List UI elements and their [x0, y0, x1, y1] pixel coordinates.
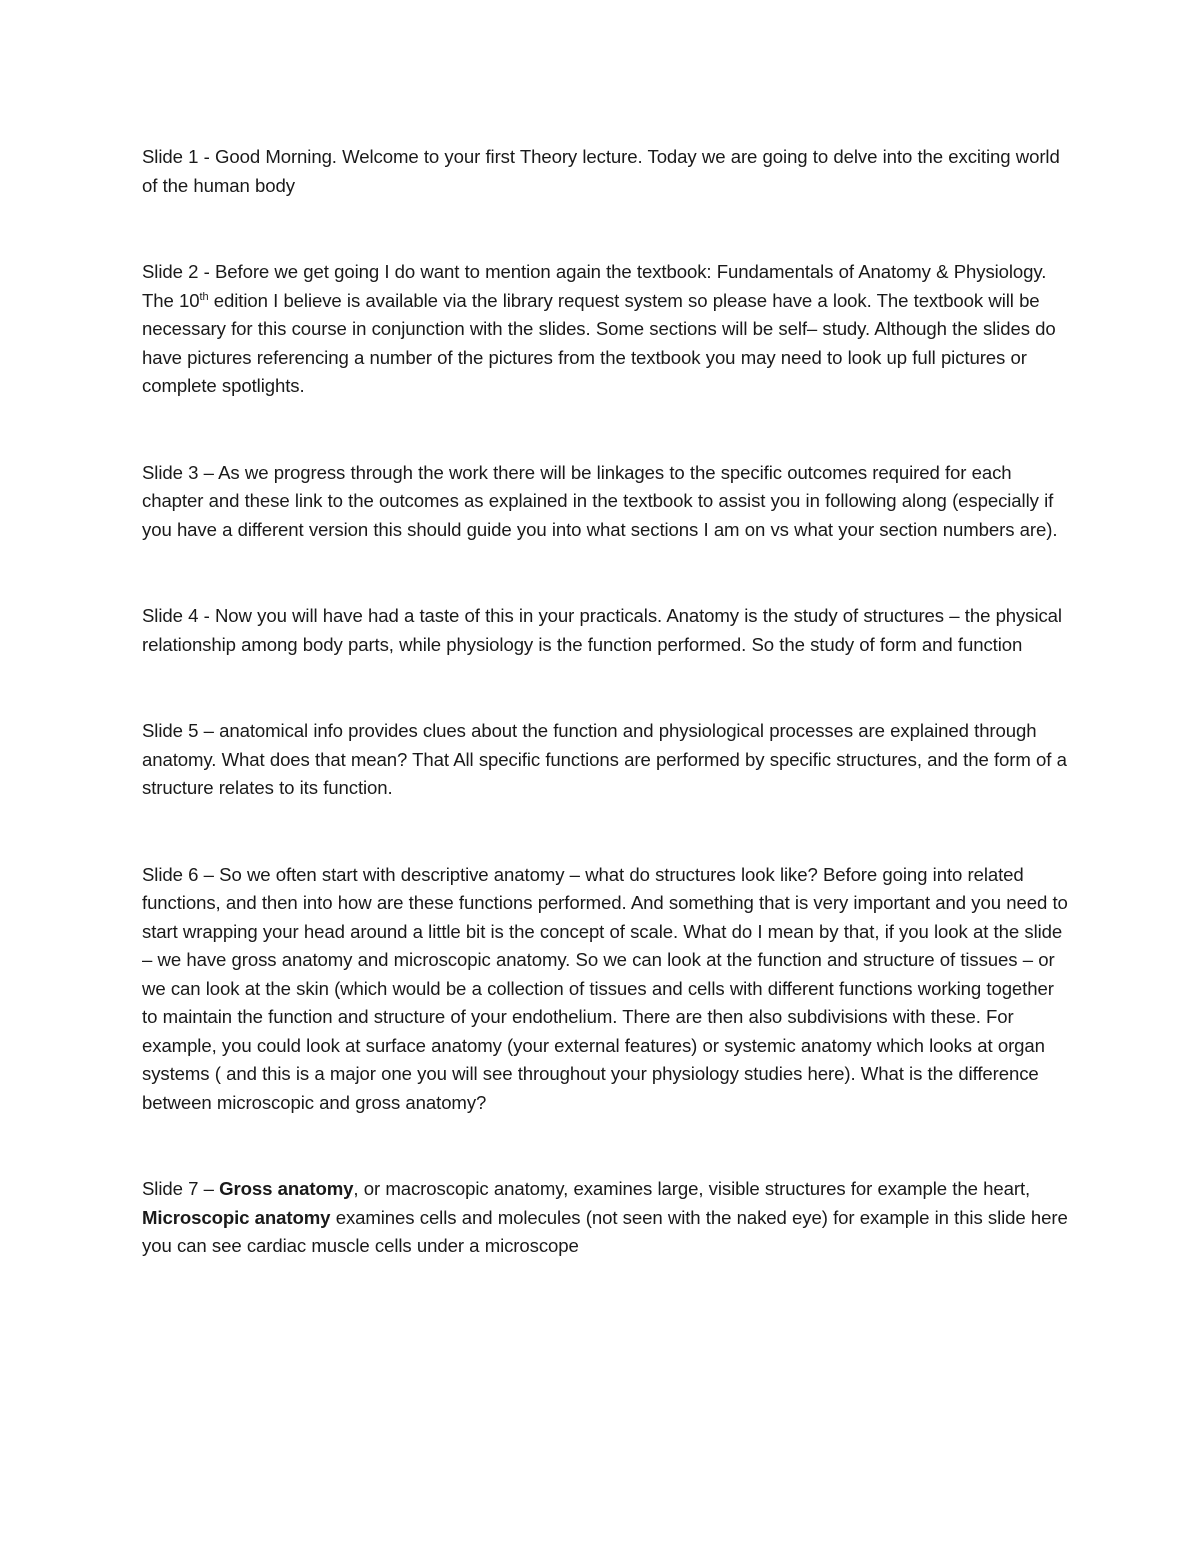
slide-4-paragraph [142, 602, 1072, 659]
document-body [142, 143, 1072, 1261]
slide-6-label: Slide 6 – [142, 863, 220, 885]
slide-6-paragraph [142, 861, 1072, 1118]
slide-2-label: Slide 2 - [142, 261, 215, 282]
slide-5-paragraph [142, 717, 1072, 803]
slide-2-text-b: edition I believe is available via the library request system so please have a look. The textbook will be necessary for this course in conjunction with the slides. Some sections will be self– study. Although the slides do have pictures referencing a number of the pictures from the textbook you may need to look up full pictures or complete spotlights. [142, 289, 1056, 396]
slide-4-label: Slide 4 - [142, 605, 215, 626]
slide-2-text-a: Before we get going I do want to mention again the textbook: Fundamentals of Anatomy & Physiology. The 10 [142, 261, 1047, 311]
slide-7-label: Slide 7 – [142, 1178, 220, 1199]
slide-4-text: Now you will have had a taste of this in your practicals. Anatomy is the study of structures – the physical relationship among body parts, while physiology is the function performed. So the study of form and function [142, 605, 1062, 655]
slide-2-paragraph [142, 258, 1072, 401]
slide-1-paragraph [142, 143, 1072, 200]
slide-1-label: Slide 1 - [142, 146, 215, 167]
slide-1-text: Good Morning. Welcome to your first Theory lecture. Today we are going to delve into the exciting world of the human body [142, 146, 1060, 196]
slide-7-paragraph [142, 1175, 1072, 1261]
slide-7-bold-term-gross: Gross anatomy [219, 1178, 354, 1199]
slide-3-paragraph [142, 459, 1072, 545]
slide-3-text: As we progress through the work there will be linkages to the specific outcomes required for each chapter and these link to the outcomes as explained in the textbook to assist you in following along (especially if you have a different version this should guide you into what sections I am on vs what your section numbers are). [142, 461, 1058, 540]
slide-5-label: Slide 5 – [142, 720, 220, 741]
slide-3-label: Slide 3 – [142, 461, 219, 483]
slide-7-text-a: , or macroscopic anatomy, examines large, visible structures for example the heart, [353, 1178, 1031, 1199]
slide-6-text: So we often start with descriptive anatomy – what do structures look like? Before going into related functions, and then into how are these functions performed. And something that is very important and you need to start wrapping your head around a little bit is the concept of scale. What do I mean by that, if you look at the slide – we have gross anatomy and microscopic anatomy. So we can look at the function and structure of tissues – or we can look at the skin (which would be a collection of tissues and cells with different functions working together to maintain the function and structure of your endothelium. There are then also subdivisions with these. For example, you could look at surface anatomy (your external features) or systemic anatomy which looks at organ systems ( and this is a major one you will see throughout your physiology studies here). What is the difference between microscopic and gross anatomy? [142, 863, 1068, 1113]
slide-7-text-b: examines cells and molecules (not seen with the naked eye) for example in this slide here you can see cardiac muscle cells under a microscope [142, 1206, 1068, 1256]
slide-5-text: anatomical info provides clues about the function and physiological processes are explained through anatomy. What does that mean? That All specific functions are performed by specific structures, and the form of a structure relates to its function. [142, 720, 1067, 798]
slide-2-superscript: th [199, 290, 209, 303]
slide-7-bold-term-microscopic: Microscopic anatomy [142, 1206, 331, 1228]
